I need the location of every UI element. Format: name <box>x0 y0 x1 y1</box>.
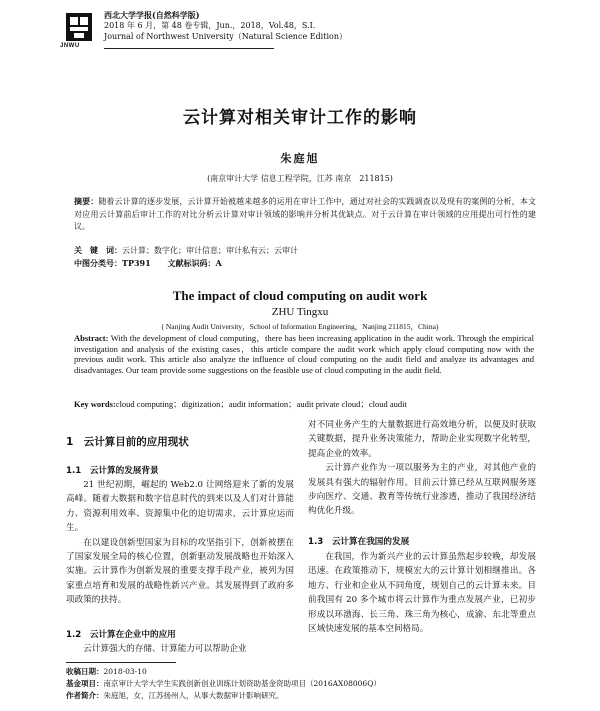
abstract-en-label: Abstract: <box>74 333 109 343</box>
paragraph: 在我国，作为新兴产业的云计算虽然起步较晚，却发展迅速。在政策推动下，规模宏大的云计算计划相继推出。各地方、行业和企业从不同角度，规划自己的云计算未来。目前我国有 20 多个城市将云计算作为重点发展产业，已初步形成以环渤海、长三角、珠三角为核心，成渝、东北等重点区域快速发展的基本空间格局。 <box>308 552 536 635</box>
paragraph: 在以建设创新型国家为目标的攻坚指引下，创新被摆在了国家发展全局的核心位置，创新驱动发展战略也开始深入实施。云计算作为创新发展的重要支撑手段产业，被列为国家重点培育和发展的战略性新兴产业。其发展得到了政府多项政策的扶持。 <box>66 537 294 606</box>
journal-logo-text: JNWU <box>60 43 80 49</box>
paragraph: 云计算产业作为一项以服务为主的产业，对其他产业的发展具有强大的辐射作用。目前云计算已经从互联网服务逐步向医疗、交通、教育等传统行业渗透，推动了我国经济结构优化升级。 <box>308 463 536 517</box>
paragraph: 21 世纪初期，崛起的 Web2.0 让网络迎来了新的发展高峰。随着大数据和数字信息时代的到来以及人们对计算能力、资源利用效率、资源集中化的迫切需求，云计算应运而生。 <box>66 480 294 534</box>
journal-name-en: Journal of Northwest University（Natural Science Edition） <box>104 32 347 41</box>
paper-title-en: The impact of cloud computing on audit work <box>172 288 428 303</box>
author-name-cn: 朱庭旭 <box>280 152 320 165</box>
classification-line <box>74 258 236 269</box>
abstract-cn-text: 随着云计算的逐步发展，云计算开始被越来越多的运用在审计工作中，通过对社会的实践调查以及现有的案例的分析，本文对应用云计算前后审计工作的对比分析云计算对审计领域的影响并分析其优缺点。对于云计算在审计领域的应用提出可行性的建议。 <box>74 197 537 231</box>
footnote-divider <box>66 662 176 663</box>
clc-number: 中图分类号：TP391 <box>74 258 151 268</box>
subsection-heading-1-3: 1.3 云计算在我国的发展 <box>308 537 410 547</box>
abstract-en <box>74 333 534 375</box>
subsection-heading-1-1: 1.1 云计算的发展背景 <box>66 466 159 476</box>
footnote-author: 作者简介：朱庭旭，女，江苏扬州人，从事大数据审计影响研究。 <box>66 691 284 700</box>
keywords-en <box>74 398 407 410</box>
section-heading-1: 1 云计算目前的应用现状 <box>66 436 189 448</box>
header-divider <box>104 48 274 49</box>
paragraph: 对不同业务产生的大量数据进行高效地分析，以便及时获取关键数据，提升业务决策能力，帮助企业实现数字化转型，提高企业的效率。 <box>308 420 536 459</box>
abstract-cn-label: 摘要： <box>74 196 99 206</box>
keywords-cn <box>74 245 298 256</box>
body-left-column <box>66 478 294 608</box>
keywords-en-label: Key words: <box>74 399 116 409</box>
journal-issue-info: 2018 年 6 月，第 48 卷专辑，Jun.，2018，Vol.48，S.I. <box>104 21 316 30</box>
footnote-received: 收稿日期：2018-03-10 <box>66 667 147 676</box>
footnote-fund: 基金项目：南京审计大学大学生实践创新创业训练计划资助基金资助项目（2016AX08006Q） <box>66 679 381 688</box>
abstract-cn <box>74 195 536 234</box>
affiliation-en: ( Nanjing Audit University，School of Information Engineering，Nanjing 211815，China) <box>161 322 439 331</box>
paragraph: 云计算强大的存储、计算能力可以帮助企业 <box>83 644 247 654</box>
keywords-en-text: cloud computing；digitization；audit information；audit private cloud；cloud audit <box>115 399 407 409</box>
body-right-column <box>308 418 536 519</box>
subsection-heading-1-2: 1.2 云计算在企业中的应用 <box>66 630 176 640</box>
keywords-cn-text: 云计算；数字化；审计信息；审计私有云；云审计 <box>122 246 298 255</box>
abstract-en-text: With the development of cloud computing，there has been increasing application in the audit work. Through the empirical investigation and analysis of the existing cases，this article compare the audit work which apply cloud computing now with the previous audit work. This article also analyze the influence of cloud computing on the audit field and analyze its advantages and disadvantages. Our team provide some suggestions on the feasible use of cloud computing in the audit field. <box>74 333 534 375</box>
author-name-en: ZHU Tingxu <box>271 306 329 318</box>
body-right-column-lower <box>308 550 536 636</box>
document-code: 文献标识码：A <box>167 258 222 268</box>
keywords-cn-label: 关 键 词： <box>74 245 122 255</box>
paper-title-cn: 云计算对相关审计工作的影响 <box>183 108 417 128</box>
journal-name-cn: 西北大学学报(自然科学版) <box>104 10 200 20</box>
affiliation-cn: (南京审计大学 信息工程学院，江苏 南京 211815) <box>207 174 393 183</box>
